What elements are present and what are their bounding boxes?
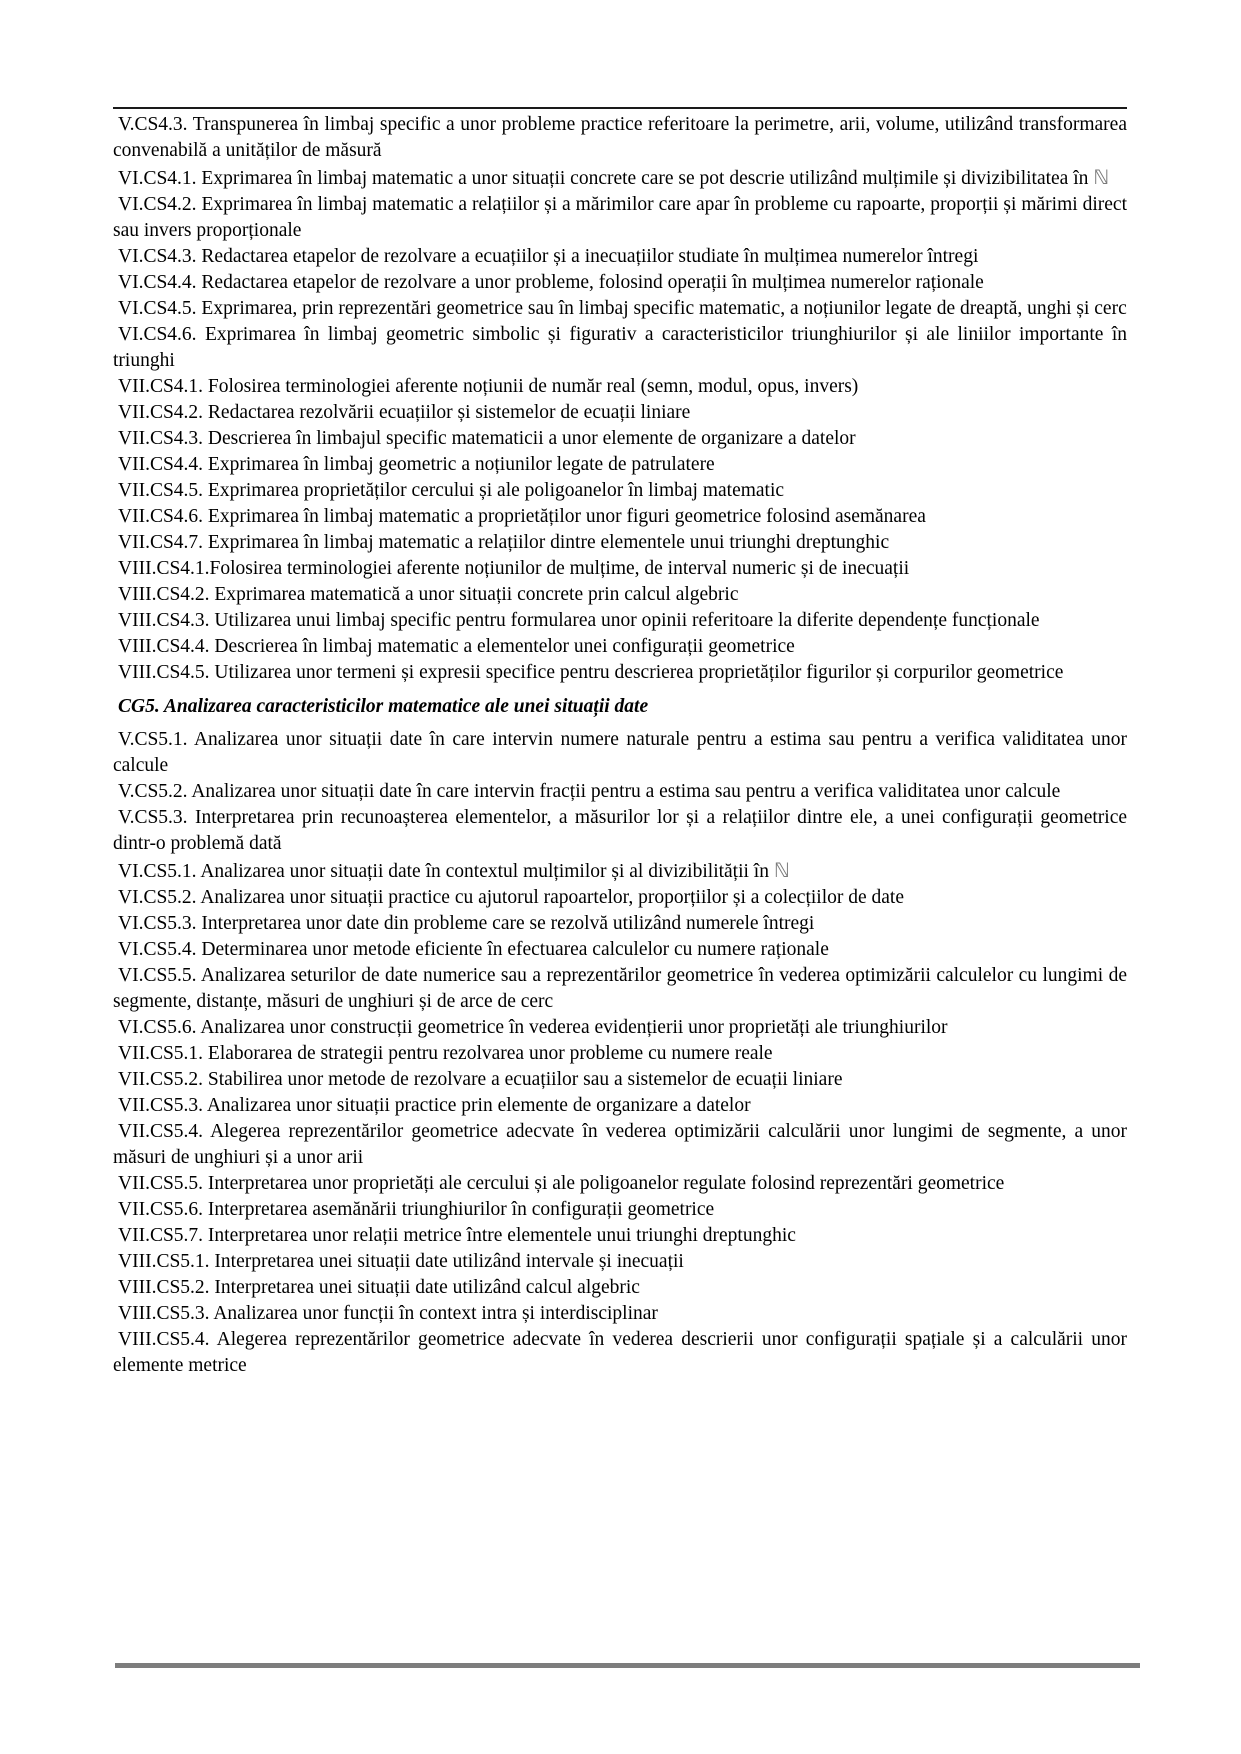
competency-item [113,1301,1127,1327]
header-rule [113,107,1127,109]
general-competency-heading [113,694,1127,720]
competency-text: VIII.CS4.5. Utilizarea unor termeni și expresii specifice pentru descrierea proprietăților figurilor și corpurilor geometrice [118,662,1064,683]
competency-item [113,805,1127,857]
competency-item [113,911,1127,937]
competency-item [113,478,1127,504]
competency-item [113,1171,1127,1197]
competency-item [113,727,1127,779]
competency-text: VI.CS5.3. Interpretarea unor date din probleme care se rezolvă utilizând numerele întregi [118,913,815,934]
competency-text: VI.CS4.1. Exprimarea în limbaj matematic a unor situații concrete care se pot descrie utilizând mulțimile și divizibilitatea în [118,168,1094,189]
natural-numbers-set-symbol: ℕ [773,858,790,882]
competencies-text-block [113,112,1127,1379]
competency-item [113,374,1127,400]
competency-text: VII.CS4.6. Exprimarea în limbaj matematic a proprietăților unor figuri geometrice folosind asemănarea [118,506,926,527]
competency-item [113,1093,1127,1119]
competency-text: VII.CS5.6. Interpretarea asemănării triunghiurilor în configurații geometrice [118,1199,715,1220]
competency-item [113,608,1127,634]
competency-text: VI.CS5.5. Analizarea seturilor de date numerice sau a reprezentărilor geometrice în vederea optimizării calculelor cu lungimi de segmente, distanțe, măsuri de unghiuri și de arce de cerc [113,965,1127,1012]
competency-text: VII.CS5.4. Alegerea reprezentărilor geometrice adecvate în vederea optimizării calculării unor lungimi de segmente, a unor măsuri de unghiuri și a unor arii [113,1121,1127,1168]
competency-item [113,1015,1127,1041]
competency-item [113,270,1127,296]
competency-text: VII.CS5.1. Elaborarea de strategii pentru rezolvarea unor probleme cu numere reale [118,1043,773,1064]
competency-item [113,504,1127,530]
competency-text: VIII.CS5.3. Analizarea unor funcții în context intra și interdisciplinar [118,1303,658,1324]
competency-text: VII.CS4.1. Folosirea terminologiei aferente noțiunii de număr real (semn, modul, opus, invers) [118,376,859,397]
competency-item [113,452,1127,478]
competency-item [113,112,1127,164]
competency-item [113,164,1127,192]
competency-text: VIII.CS4.2. Exprimarea matematică a unor situații concrete prin calcul algebric [118,584,739,605]
competency-text: VI.CS5.4. Determinarea unor metode eficiente în efectuarea calculelor cu numere raționale [118,939,829,960]
competency-text: VII.CS4.7. Exprimarea în limbaj matematic a relațiilor dintre elementele unui triunghi dreptunghic [118,532,890,553]
competency-item [113,400,1127,426]
competency-item [113,1249,1127,1275]
competency-item [113,1041,1127,1067]
competency-item [113,1275,1127,1301]
competency-item [113,1067,1127,1093]
competency-text: VII.CS5.3. Analizarea unor situații practice prin elemente de organizare a datelor [118,1095,751,1116]
competency-item [113,937,1127,963]
competency-item [113,322,1127,374]
competency-text: VII.CS5.2. Stabilirea unor metode de rezolvare a ecuațiilor sau a sistemelor de ecuații liniare [118,1069,843,1090]
competency-text: V.CS4.3. Transpunerea în limbaj specific a unor probleme practice referitoare la perimetre, arii, volume, utilizând transformarea convenabilă a unităților de măsură [113,114,1127,161]
competency-text: VI.CS5.6. Analizarea unor construcții geometrice în vederea evidențierii unor proprietăți ale triunghiurilor [118,1017,948,1038]
competency-item [113,1327,1127,1379]
competency-text: V.CS5.1. Analizarea unor situații date în care intervin numere naturale pentru a estima sau pentru a verifica validitatea unor calcule [113,729,1127,776]
competency-text: VII.CS4.3. Descrierea în limbajul specific matematicii a unor elemente de organizare a datelor [118,428,856,449]
competency-text: VIII.CS4.3. Utilizarea unui limbaj specific pentru formularea unor opinii referitoare la diferite dependențe funcționale [118,610,1040,631]
footer-rule [115,1663,1140,1668]
competency-item [113,582,1127,608]
competency-text: VIII.CS4.1.Folosirea terminologiei aferente noțiunilor de mulțime, de interval numeric și de inecuații [118,558,910,579]
competency-text: VIII.CS5.2. Interpretarea unei situații date utilizând calcul algebric [118,1277,640,1298]
competency-text: VII.CS5.5. Interpretarea unor proprietăți ale cercului și ale poligoanelor regulate folosind reprezentări geometrice [118,1173,1005,1194]
competency-text: VI.CS4.3. Redactarea etapelor de rezolvare a ecuațiilor și a inecuațiilor studiate în mulțimea numerelor întregi [118,246,979,267]
competency-text: VII.CS4.5. Exprimarea proprietăților cercului și ale poligoanelor în limbaj matematic [118,480,785,501]
competency-item [113,296,1127,322]
competency-text: VII.CS4.2. Redactarea rezolvării ecuațiilor și sistemelor de ecuații liniare [118,402,691,423]
competency-text: V.CS5.3. Interpretarea prin recunoașterea elementelor, a măsurilor lor și a relațiilor dintre ele, a unei configurații geometrice dintr-o problemă dată [113,807,1127,854]
competency-item [113,426,1127,452]
competency-item [113,660,1127,686]
competency-item [113,779,1127,805]
competency-text: VIII.CS5.1. Interpretarea unei situații date utilizând intervale și inecuații [118,1251,684,1272]
competency-text: V.CS5.2. Analizarea unor situații date în care intervin fracții pentru a estima sau pentru a verifica validitatea unor calcule [118,781,1061,802]
competency-item [113,1197,1127,1223]
competency-item [113,963,1127,1015]
competency-item [113,634,1127,660]
competency-item [113,1223,1127,1249]
competency-text: VI.CS5.2. Analizarea unor situații practice cu ajutorul rapoartelor, proporțiilor și a colecțiilor de date [118,887,904,908]
competency-text: VI.CS4.4. Redactarea etapelor de rezolvare a unor probleme, folosind operații în mulțimea numerelor raționale [118,272,984,293]
competency-text: CG5. Analizarea caracteristicilor matematice ale unei situații date [118,696,649,717]
competency-text: VI.CS4.2. Exprimarea în limbaj matematic a relațiilor și a mărimilor care apar în probleme cu rapoarte, proporții și mărimi direct sau invers proporționale [113,194,1127,241]
competency-text: VIII.CS5.4. Alegerea reprezentărilor geometrice adecvate în vederea descrierii unor configurații spațiale și a calculării unor elemente metrice [113,1329,1127,1376]
natural-numbers-set-symbol: ℕ [1093,165,1110,189]
competency-text: VII.CS5.7. Interpretarea unor relații metrice între elementele unui triunghi dreptunghic [118,1225,796,1246]
competency-item [113,885,1127,911]
competency-text: VI.CS4.6. Exprimarea în limbaj geometric simbolic și figurativ a caracteristicilor triunghiurilor și ale liniilor importante în triunghi [113,324,1127,371]
competency-item [113,1119,1127,1171]
competency-text: VIII.CS4.4. Descrierea în limbaj matematic a elementelor unei configurații geometrice [118,636,795,657]
competency-text: VI.CS5.1. Analizarea unor situații date în contextul mulțimilor și al divizibilității în [118,861,774,882]
competency-item [113,556,1127,582]
competency-item [113,857,1127,885]
competency-text: VII.CS4.4. Exprimarea în limbaj geometric a noțiunilor legate de patrulatere [118,454,715,475]
competency-text: VI.CS4.5. Exprimarea, prin reprezentări geometrice sau în limbaj specific matematic, a noțiunilor legate de dreaptă, unghi și cerc [118,298,1127,319]
competency-item [113,530,1127,556]
competency-item [113,244,1127,270]
competency-item [113,192,1127,244]
